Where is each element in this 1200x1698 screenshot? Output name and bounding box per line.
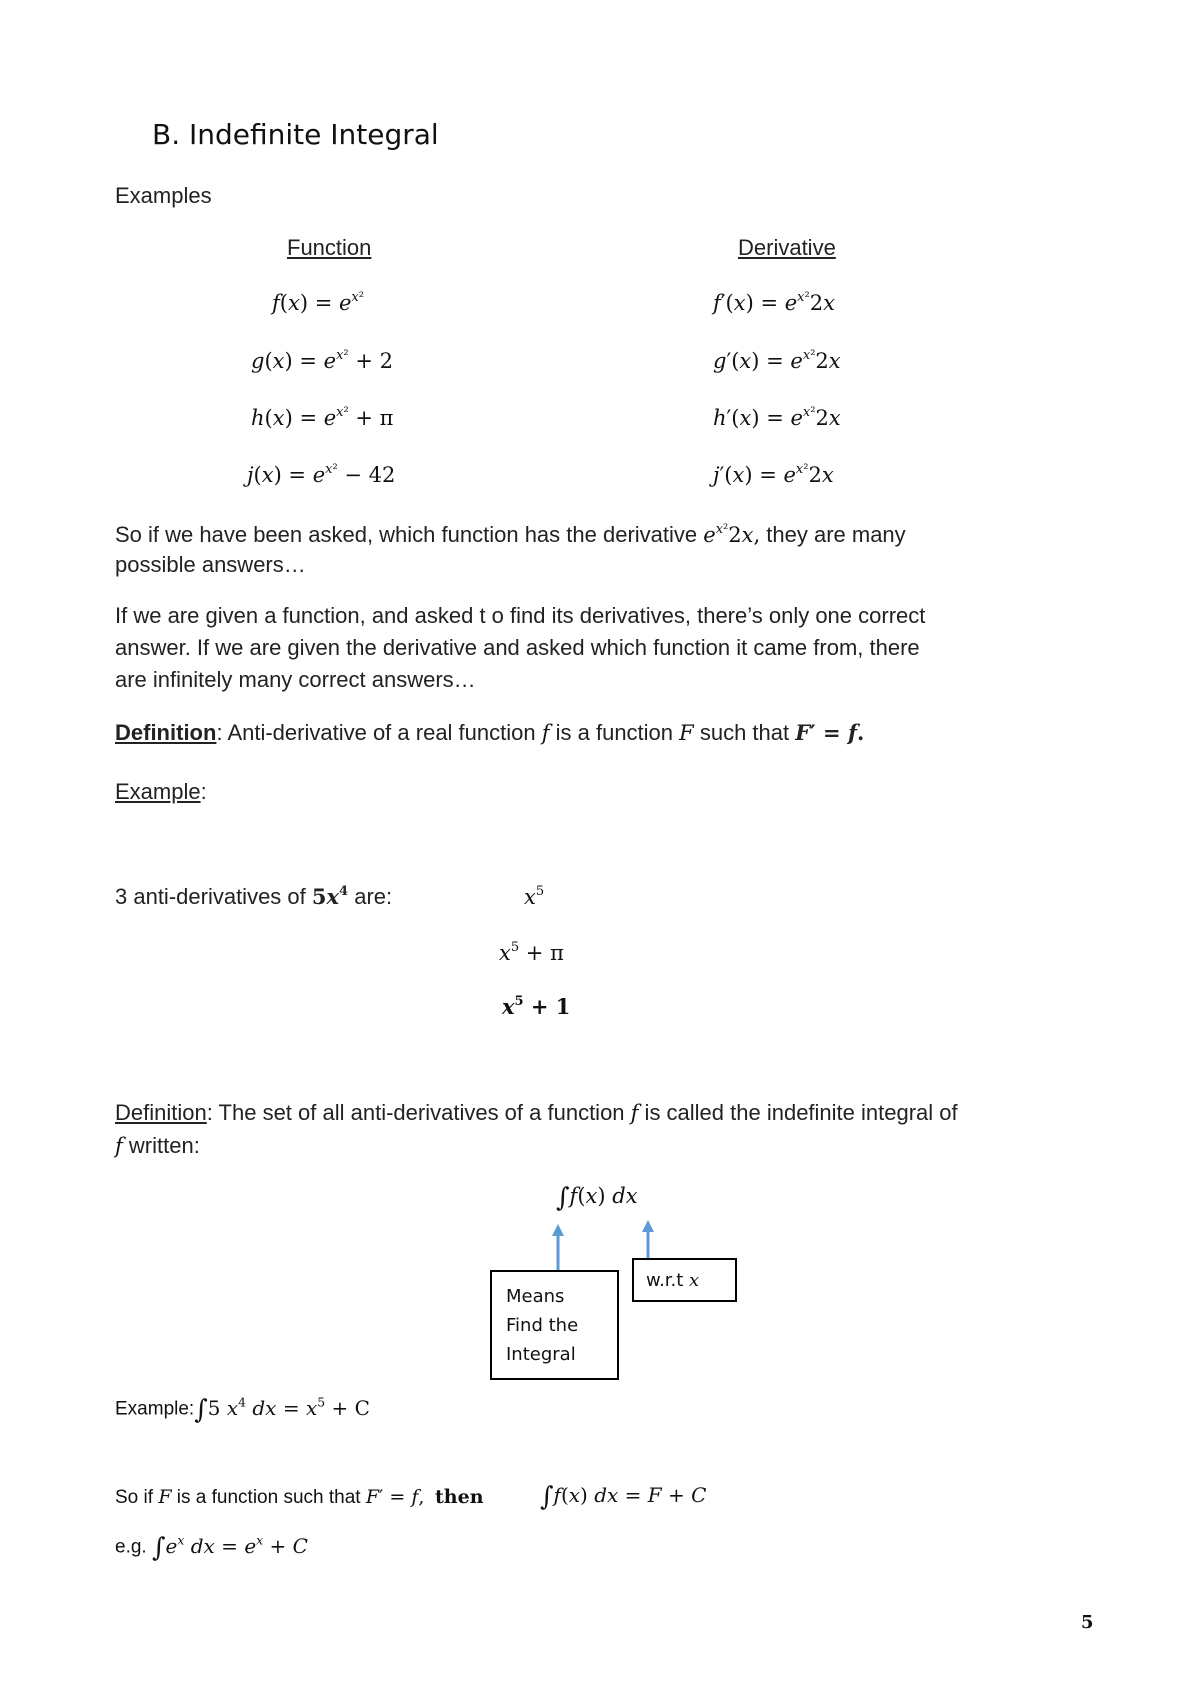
integral-sign-icon: ∫	[556, 1183, 570, 1213]
definition-indefinite-integral-line2: f written:	[115, 1133, 200, 1158]
function-row-f: $f(x) = e^{x^2}$	[272, 290, 364, 316]
derivative-row-f: $f'(x) = e^{x^2}2x$	[713, 290, 835, 316]
derivative-row-h: $h'(x) = e^{x^2}2x$	[713, 405, 841, 431]
definition-label: Definition	[115, 1100, 207, 1125]
paragraph-uniqueness-line1: If we are given a function, and asked t o find its derivatives, there’s only one correct	[115, 603, 926, 628]
function-tail: − 42	[337, 463, 396, 488]
function-row-h: $h(x) = e^{x^2} + \pi$	[251, 405, 394, 431]
anti-derivative-item: $x^5$	[524, 884, 545, 910]
with-respect-to-x-box: w.r.t x	[632, 1258, 737, 1302]
antiderivative-rule: So if F is a function such that F′ = f, then	[115, 1486, 484, 1508]
integral-example: Example:∫5 $x^4$ dx = $x^5 + C$	[115, 1394, 370, 1425]
derivative-row-j: $j'(x) = e^{x^2}2x$	[713, 462, 834, 488]
function-name: h	[251, 406, 265, 431]
function-name: f	[272, 291, 280, 316]
antiderivative-rule-formula: ∫f(x) dx = F + C	[540, 1482, 707, 1512]
paragraph-uniqueness-line2: answer. If we are given the derivative and asked which function it came from, there	[115, 635, 920, 660]
function-tail: + 2	[348, 349, 393, 374]
derivative-row-g: $g'(x) = e^{x^2}2x$	[713, 348, 841, 374]
derivative-name: f	[713, 291, 721, 316]
example-label: Example:	[115, 779, 207, 804]
derivative-name: g	[713, 349, 727, 374]
column-header-function: Function	[287, 235, 372, 260]
examples-label: Examples	[115, 183, 212, 208]
exponential-integral-example: e.g. $\int e^x$ dx = $e^x + C$	[115, 1532, 308, 1563]
paragraph-derivative-question: So if we have been asked, which function has the derivative $e^{x^2}2x$, they are many	[115, 522, 906, 548]
derivative-name: h	[713, 406, 727, 431]
derivative-name: j	[713, 463, 720, 488]
definition-label: Definition	[115, 720, 217, 745]
function-name: g	[251, 349, 265, 374]
paragraph-uniqueness-line3: are infinitely many correct answers…	[115, 667, 476, 692]
section-heading: B. Indefinite Integral	[152, 118, 439, 151]
integral-notation: ∫f(x) dx	[556, 1183, 638, 1213]
anti-derivative-item: $x^5 + 1$	[502, 994, 571, 1020]
function-name: j	[247, 463, 254, 488]
definition-indefinite-integral: Definition: The set of all anti-derivatives of a function f is called the indefinite integral of	[115, 1100, 958, 1125]
function-row-g: $g(x) = e^{x^2} + 2$	[251, 348, 393, 374]
column-header-derivative: Derivative	[738, 235, 836, 260]
function-row-j: $j(x) = e^{x^2} - 42$	[247, 462, 396, 488]
arrow-to-integral-sign-icon-head	[552, 1224, 564, 1236]
function-tail: + π	[348, 406, 394, 431]
anti-derivatives-intro: 3 anti-derivatives of $5x^4$ are:	[115, 884, 393, 910]
paragraph-derivative-question-line2: possible answers…	[115, 552, 306, 577]
arrow-to-dx-icon-head	[642, 1220, 654, 1232]
page-number: 5	[1081, 1612, 1094, 1633]
definition-anti-derivative: Definition: Anti-derivative of a real function f is a function F such that F′ = f.	[115, 720, 865, 745]
anti-derivative-item: $x^5 + \pi$	[499, 940, 564, 966]
means-find-integral-box: Means Find the Integral	[490, 1270, 619, 1380]
